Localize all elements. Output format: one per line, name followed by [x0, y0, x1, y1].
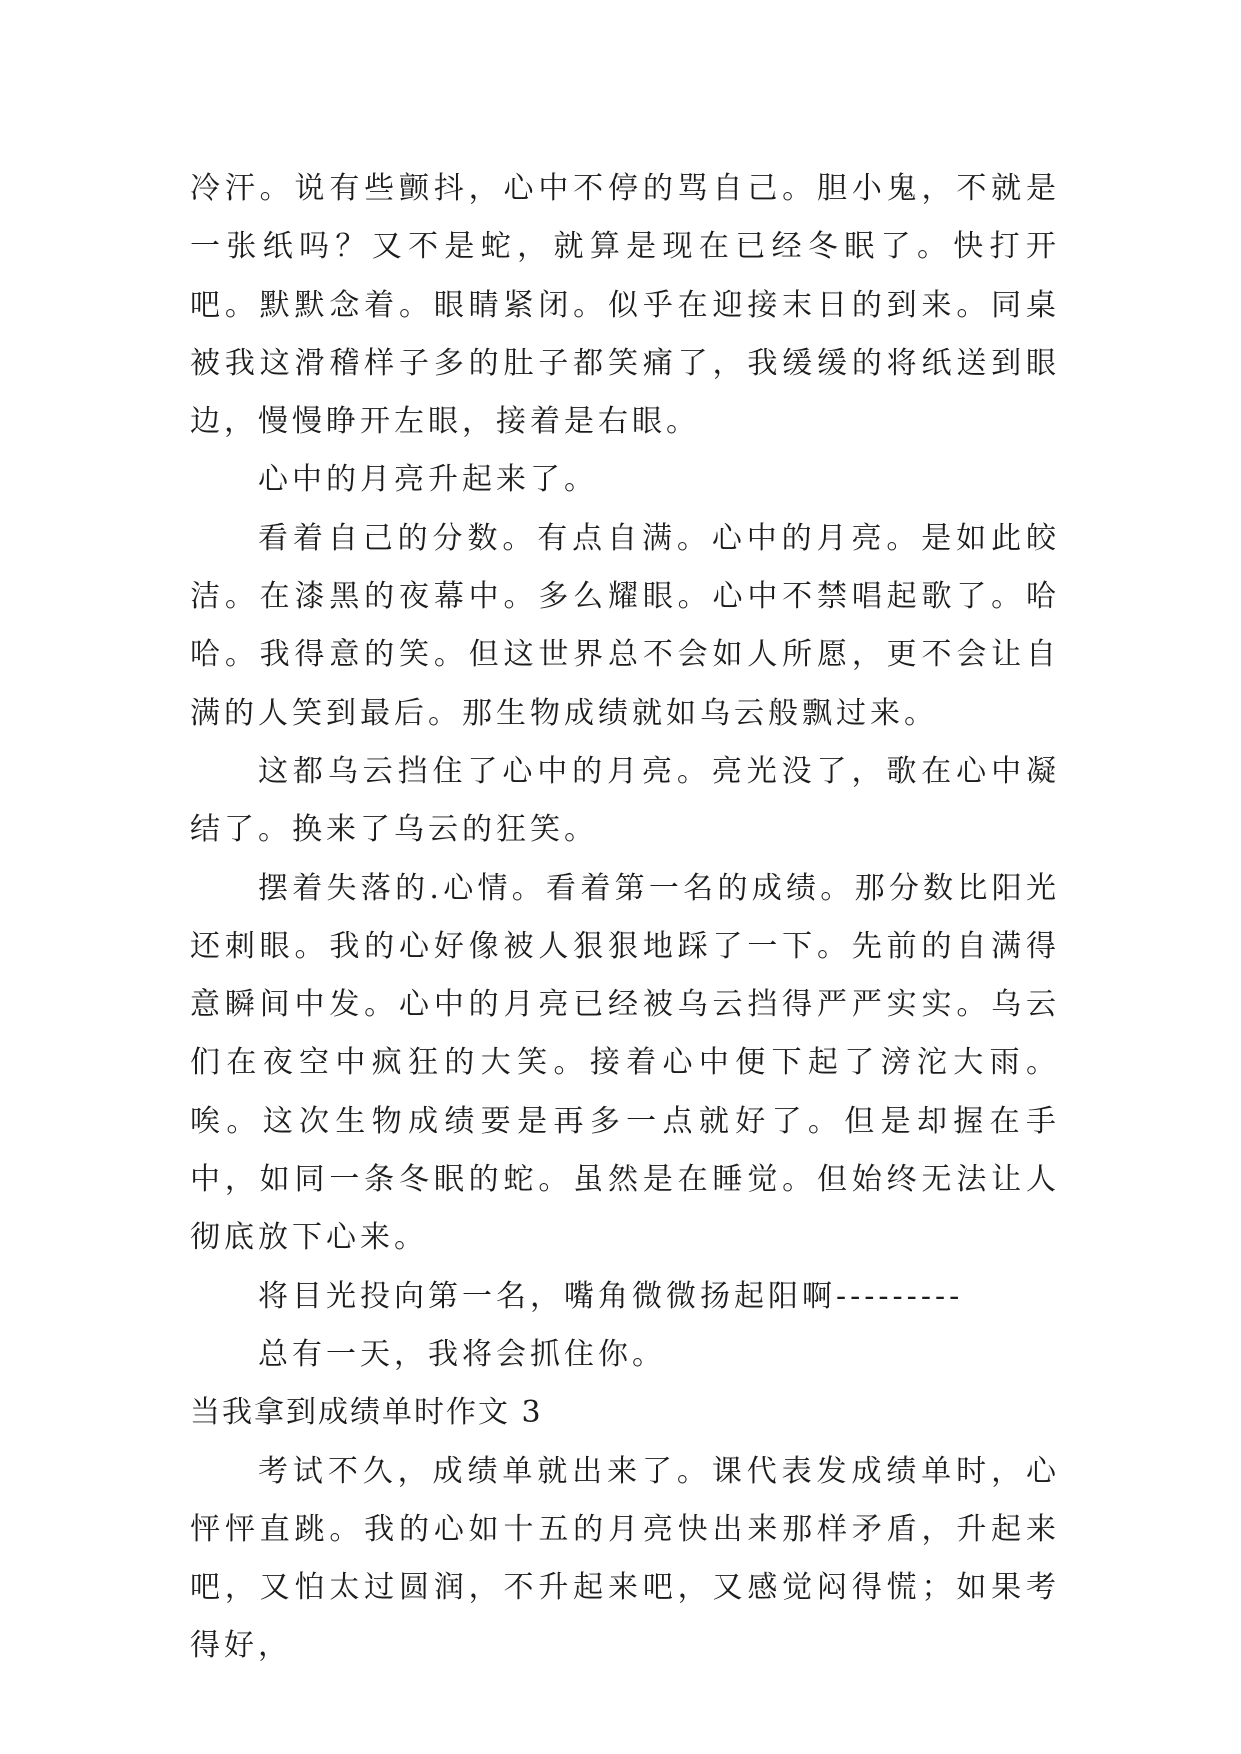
paragraph-first-place: 将目光投向第一名，嘴角微微扬起阳啊---------	[258, 1278, 964, 1314]
paragraph-disappointment: 摆着失落的.心情。看着第一名的成绩。那分数比阳光还刺眼。我的心好像被人狠狠地踩了一下。先前的自满得意瞬间中发。心中的月亮已经被乌云挡得严严实实。乌云们在夜空中疯狂的大笑。接着心中便下起了滂沱大雨。唉。这次生物成绩要是再多一点就好了。但是却握在手中，如同一条冬眠的蛇。虽然是在睡觉。但始终无法让人彻底放下心来。	[190, 870, 1060, 1256]
paragraph-moon-rises: 心中的月亮升起来了。	[258, 462, 598, 498]
paragraph-essay3-opening: 考试不久，成绩单就出来了。课代表发成绩单时，心怦怦直跳。我的心如十五的月亮快出来那样矛盾，升起来吧，又怕太过圆润，不升起来吧，又感觉闷得慌；如果考得好，	[190, 1453, 1060, 1664]
essay-heading: 当我拿到成绩单时作文 3	[190, 1395, 543, 1431]
paragraph-dark-clouds: 这都乌云挡住了心中的月亮。亮光没了，歌在心中凝结了。换来了乌云的狂笑。	[190, 753, 1060, 848]
paragraph-someday: 总有一天，我将会抓住你。	[258, 1336, 666, 1372]
paragraph-continuation: 冷汗。说有些颤抖，心中不停的骂自己。胆小鬼，不就是一张纸吗？又不是蛇，就算是现在已经冬眠了。快打开吧。默默念着。眼睛紧闭。似乎在迎接末日的到来。同桌被我这滑稽样子多的肚子都笑痛了，我缓缓的将纸送到眼边，慢慢睁开左眼，接着是右眼。	[190, 171, 1060, 440]
document-body	[190, 160, 1060, 1676]
paragraph-score: 看着自己的分数。有点自满。心中的月亮。是如此皎洁。在漆黑的夜幕中。多么耀眼。心中不禁唱起歌了。哈哈。我得意的笑。但这世界总不会如人所愿，更不会让自满的人笑到最后。那生物成绩就如乌云般飘过来。	[190, 520, 1060, 731]
